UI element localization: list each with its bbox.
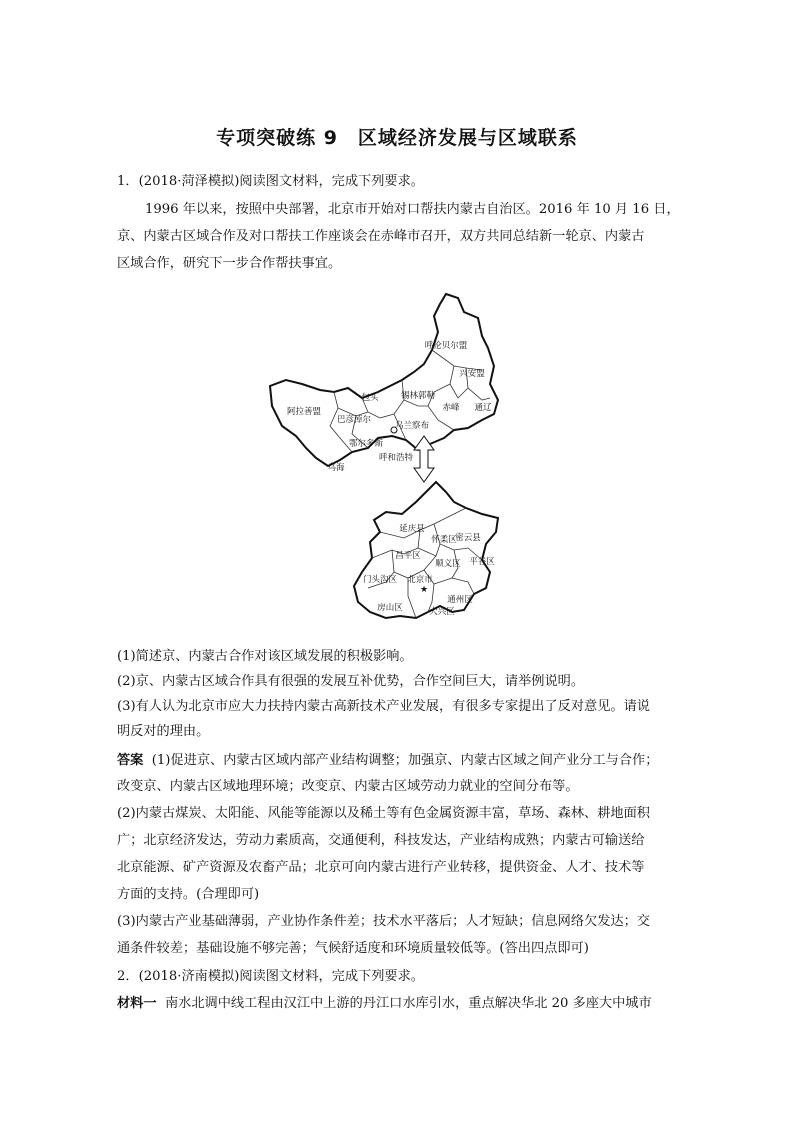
map-label: 通州区	[447, 595, 473, 605]
answer-line: 通条件较差；基础设施不够完善；气候舒适度和环境质量较低等。(答出四点即可)	[117, 941, 589, 956]
map-label: 乌兰察布	[394, 421, 430, 431]
question-1-material-line: 区域合作，研究下一步合作帮扶事宜。	[117, 256, 342, 271]
map-label: 鄂尔多斯	[348, 439, 384, 449]
map-label: 北京市	[407, 575, 433, 585]
page-title: 专项突破练 9 区域经济发展与区域联系	[216, 127, 578, 149]
question-1-stem: 1．(2018·菏泽模拟)阅读图文材料，完成下列要求。	[117, 174, 424, 189]
map-label: 乌海	[327, 463, 345, 473]
question-1-part-3: 明反对的理由。	[117, 724, 210, 739]
material-text: 南水北调中线工程由汉江中上游的丹江口水库引水，重点解决华北 20 多座大中城市	[164, 996, 652, 1011]
inner-mongolia-outline	[270, 294, 498, 466]
map-label: 怀柔区	[431, 535, 457, 545]
capital-star-icon: ★	[419, 585, 429, 595]
map-label: 阿拉善盟	[286, 407, 322, 417]
map-label: 平谷区	[469, 557, 495, 567]
answer-label: 答案	[117, 753, 144, 768]
map-label: 昌平区	[395, 551, 421, 561]
question-1-part-3: (3)有人认为北京市应大力扶持内蒙古高新技术产业发展，有很多专家提出了反对意见。请说	[117, 699, 650, 714]
answer-line: 广；北京经济发达，劳动力素质高，交通便利，科技发达，产业结构成熟；内蒙古可输送给	[117, 833, 645, 848]
map-label: 房山区	[377, 603, 403, 613]
question-1-part-1: (1)简述京、内蒙古合作对该区域发展的积极影响。	[117, 649, 413, 664]
question-1-part-2: (2)京、内蒙古区域合作具有很强的发展互补优势，合作空间巨大，请举例说明。	[117, 674, 585, 689]
question-2-stem: 2．(2018·济南模拟)阅读图文材料，完成下列要求。	[117, 969, 424, 984]
map-label: 门头沟区	[362, 575, 398, 585]
region-map-figure	[268, 288, 508, 628]
question-1-material-line: 1996 年以来，按照中央部署，北京市开始对口帮扶内蒙古自治区。2016 年 10 月 16 日，	[145, 202, 680, 217]
answer-line: 方面的支持。(合理即可)	[117, 887, 260, 902]
answer-line: (2)内蒙古煤炭、太阳能、风能等能源以及稀土等有色金属资源丰富，草场、森林、耕地面积	[117, 806, 650, 821]
map-label: 呼伦贝尔盟	[424, 341, 468, 351]
map-label: 密云县	[455, 533, 481, 543]
map-label: 锡林郭勒	[400, 391, 436, 401]
map-label: 包头	[361, 393, 379, 403]
answer-line	[117, 752, 658, 770]
map-label: 赤峰	[442, 403, 460, 413]
question-1-material-line: 京、内蒙古区域合作及对口帮扶工作座谈会在赤峰市召开，双方共同总结新一轮京、内蒙古	[117, 229, 645, 244]
map-label: 顺义区	[435, 559, 461, 569]
beijing-outline	[354, 482, 498, 618]
answer-line: 改变京、内蒙古区域地理环境；改变京、内蒙古区域劳动力就业的空间分布等。	[117, 779, 579, 794]
map-svg	[268, 288, 508, 628]
map-label: 通辽	[474, 403, 492, 413]
map-label: 兴安盟	[459, 369, 485, 379]
map-label: 巴彦淖尔	[336, 415, 372, 425]
answer-text: (1)促进京、内蒙古区域内部产业结构调整；加强京、内蒙古区域之间产业分工与合作；	[151, 753, 659, 768]
map-label: 大兴区	[429, 607, 455, 617]
map-label: 延庆县	[399, 524, 425, 534]
answer-line: 北京能源、矿产资源及农畜产品；北京可向内蒙古进行产业转移，提供资金、人才、技术等	[117, 860, 645, 875]
question-2-material-line	[117, 995, 652, 1013]
map-label: 呼和浩特	[378, 453, 414, 463]
answer-line: (3)内蒙古产业基础薄弱，产业协作条件差；技术水平落后；人才短缺；信息网络欠发达；交	[117, 914, 650, 929]
material-label: 材料一	[117, 996, 157, 1011]
